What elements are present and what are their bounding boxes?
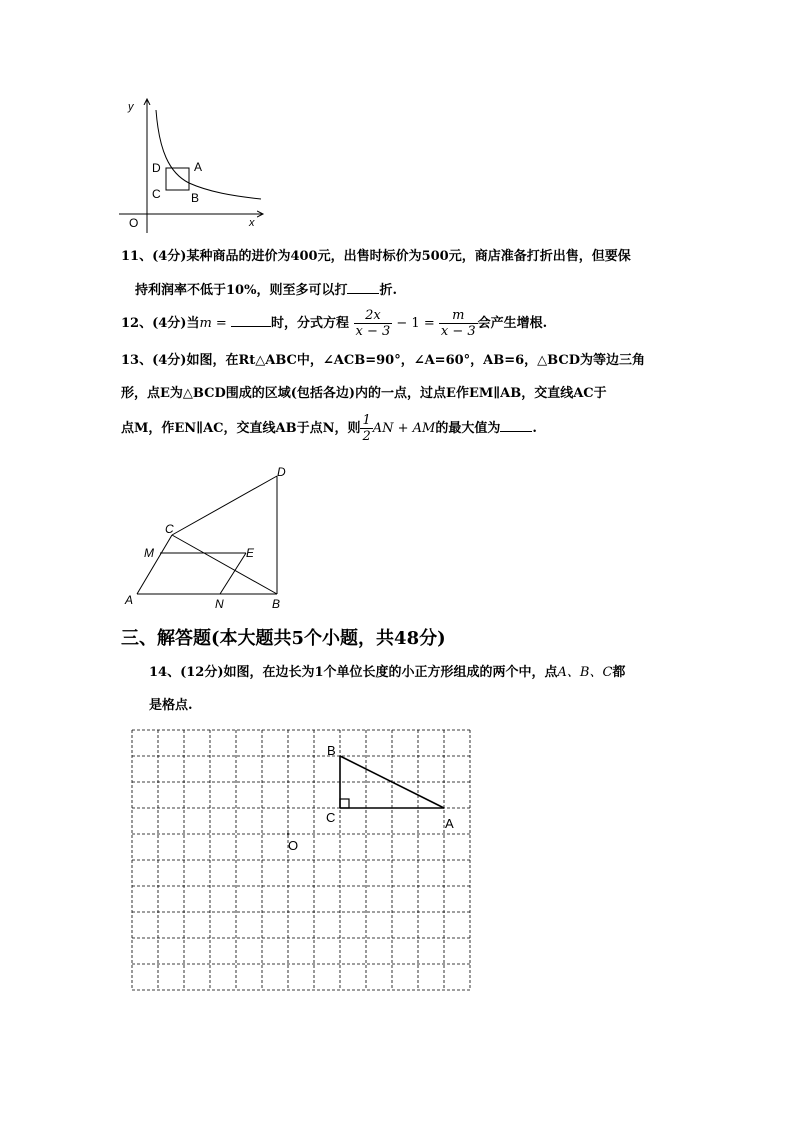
q12-frac2-den: x − 3 (440, 324, 476, 339)
seg-ac (137, 535, 172, 594)
question-13-line1: 13、(4分)如图，在Rt△ABC中，∠ACB=90°，∠A=60°，AB=6，△BCD为等边三角 (121, 353, 646, 368)
label-d: D (152, 161, 161, 175)
q12-answer-blank[interactable] (231, 313, 271, 327)
q14-line1-after: 都 (612, 665, 626, 680)
q12-eq: = (211, 316, 231, 331)
label-c: C (165, 522, 174, 536)
q13-half-den: 2 (362, 429, 371, 444)
grid-lines (132, 730, 470, 990)
label-d: D (277, 465, 286, 479)
q13-line3-end: . (532, 421, 537, 436)
label-y: y (128, 101, 134, 113)
label-b: B (272, 597, 281, 611)
q12-minus-one: − 1 = (392, 316, 439, 331)
q14-line1-before: 14、(12分)如图，在边长为1个单位长度的小正方形组成的两个中，点 (149, 665, 558, 680)
q12-frac1-num: 2x (354, 308, 393, 324)
question-13-line3 (121, 412, 537, 446)
square-abcd (166, 168, 189, 190)
q11-text-after: 折. (379, 283, 397, 298)
label-a: A (125, 593, 134, 607)
q13-line3-before: 点M，作EN∥AC，交直线AB于点N，则 (121, 421, 361, 436)
q13-expression: AN + AM (372, 421, 436, 436)
q11-answer-blank[interactable] (347, 280, 379, 294)
question-14-line2: 是格点. (149, 698, 193, 713)
q12-prefix: 12、(4分)当 (121, 316, 200, 331)
q12-var-m: m (199, 316, 212, 331)
question-12 (121, 307, 547, 341)
figure-triangle (120, 462, 295, 612)
figure-hyperbola (115, 95, 270, 235)
q13-answer-blank[interactable] (500, 418, 532, 432)
q12-frac1-den: x − 3 (355, 324, 391, 339)
seg-cd (172, 476, 277, 535)
q11-text-before: 持利润率不低于10%，则至多可以打 (135, 283, 348, 298)
question-11-line1: 11、(4分)某种商品的进价为400元，出售时标价为500元，商店准备打折出售，但要保 (121, 249, 631, 264)
q12-fraction-1 (354, 308, 393, 339)
q12-fraction-2 (439, 308, 478, 339)
q13-half-fraction (360, 413, 372, 444)
label-c: C (152, 187, 161, 201)
label-a: A (194, 160, 203, 174)
label-e: E (246, 546, 255, 560)
label-o: O (288, 838, 299, 853)
q13-line3-after: 的最大值为 (435, 421, 501, 436)
question-13-line2: 形，点E为△BCD围成的区域(包括各边)内的一点，过点E作EM∥AB，交直线AC于 (121, 386, 607, 401)
q12-mid: 时，分式方程 (270, 316, 349, 331)
question-14-line1 (149, 664, 625, 682)
seg-cb (172, 535, 277, 594)
label-origin: O (129, 216, 139, 230)
q14-points: A、B、C (557, 665, 613, 680)
label-x: x (249, 217, 255, 229)
hyperbola-curve (156, 110, 261, 199)
seg-en (220, 553, 246, 594)
q12-frac2-num: m (439, 308, 478, 324)
section-3-heading: 三、解答题(本大题共5个小题，共48分) (121, 628, 446, 649)
label-c: C (326, 810, 336, 825)
figure-grid (128, 724, 474, 1000)
label-a: A (445, 816, 454, 831)
question-11-line2 (135, 280, 397, 300)
q12-suffix: 会产生增根. (477, 316, 548, 331)
label-n: N (215, 597, 224, 611)
point-o (287, 833, 289, 835)
right-angle-mark (340, 799, 349, 808)
q13-half-num: 1 (362, 413, 371, 428)
label-b: B (191, 191, 200, 205)
label-b: B (327, 743, 336, 758)
label-m: M (144, 546, 154, 560)
